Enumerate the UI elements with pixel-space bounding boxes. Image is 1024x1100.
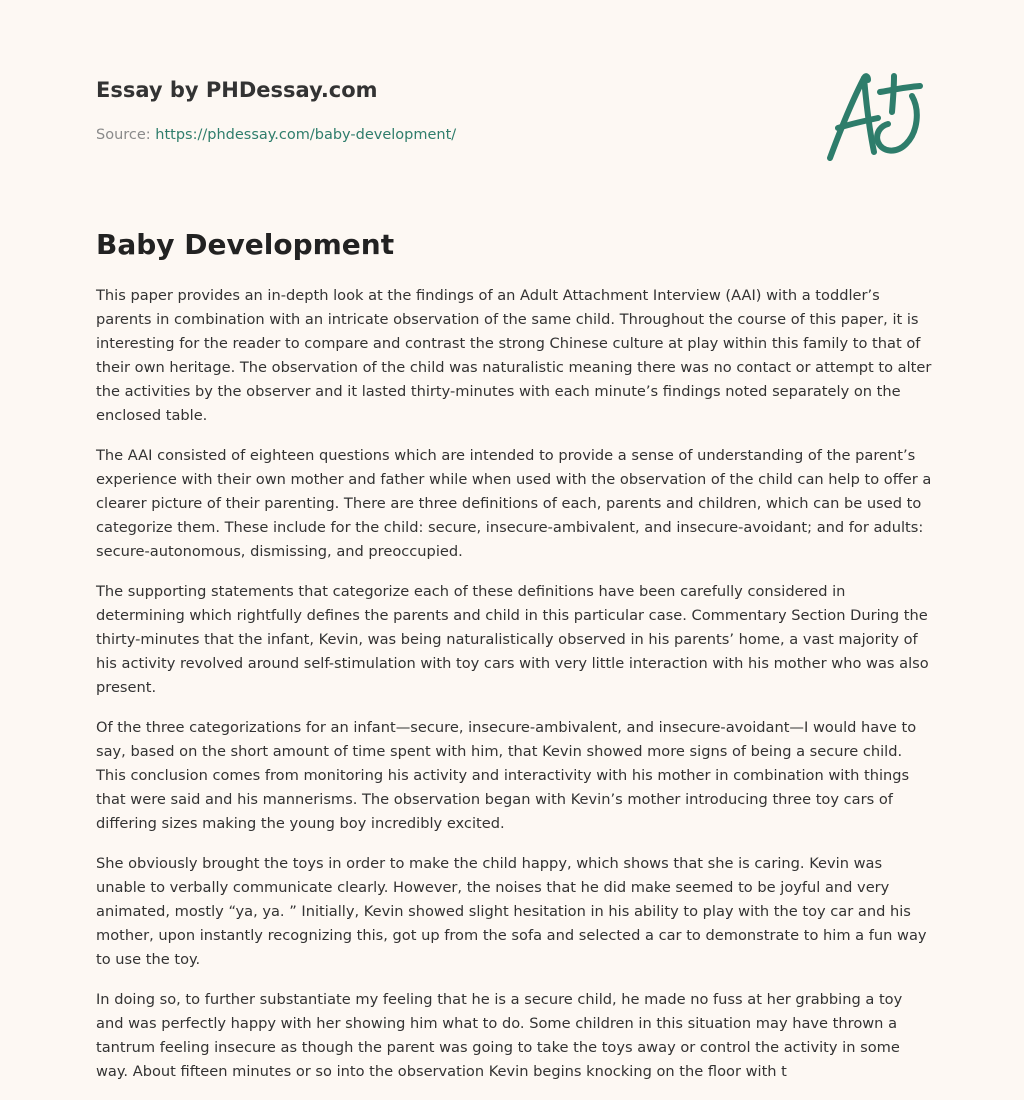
- essay-body: [96, 284, 932, 1100]
- essay-paragraph: This paper provides an in-depth look at the findings of an Adult Attachment Interview (AAI) with a toddler’s parents in combination with an intricate observation of the same child. Throughout the course of this paper, it is interesting for the reader to compare and contrast the strong Chinese culture at play within this family to that of their own heritage. The observation of the child was naturalistic meaning there was no contact or attempt to alter the activities by the observer and it lasted thirty-minutes with each minute’s findings noted separately on the enclosed table.: [96, 287, 932, 424]
- essay-paragraph: In doing so, to further substantiate my feeling that he is a secure child, he made no fuss at her grabbing a toy and was perfectly happy with her showing him what to do. Some children in this situation may have thrown a tantrum feeling insecure as though the parent was going to take the toys away or control the activity in some way. About fifteen minutes or so into the observation Kevin begins knocking on the floor with t: [96, 991, 903, 1080]
- site-title: Essay by PHDessay.com: [96, 78, 378, 102]
- page-header: [96, 76, 796, 145]
- essay-paragraph: Of the three categorizations for an infant—secure, insecure-ambivalent, and insecure-avoidant—I would have to say, based on the short amount of time spent with him, that Kevin showed more signs of being a secure child. This conclusion comes from monitoring his activity and interactivity with his mother in combination with things that were said and his mannerisms. The observation began with Kevin’s mother introducing three toy cars of differing sizes making the young boy incredibly excited.: [96, 719, 917, 832]
- source-link[interactable]: https://phdessay.com/baby-development/: [155, 127, 457, 143]
- essay-paragraph: She obviously brought the toys in order to make the child happy, which shows that she is caring. Kevin was unable to verbally communicate clearly. However, the noises that he did make seemed to be joyful and very animated, mostly “ya, ya. ” Initially, Kevin showed slight hesitation in his ability to play with the toy car and his mother, upon instantly recognizing this, got up from the sofa and selected a car to demonstrate to him a fun way to use the toy.: [96, 855, 927, 968]
- a-plus-icon: [820, 66, 930, 166]
- source-label: Source:: [96, 127, 151, 143]
- source-line: [96, 125, 796, 145]
- essay-paragraph: The AAI consisted of eighteen questions which are intended to provide a sense of understanding of the parent’s experience with their own mother and father while when used with the observation of the child can help to offer a clearer picture of their parenting. There are three definitions of each, parents and children, which can be used to categorize them. These include for the child: secure, insecure-ambivalent, and insecure-avoidant; and for adults: secure-autonomous, dismissing, and preoccupied.: [96, 447, 932, 560]
- essay-paragraph: The supporting statements that categorize each of these definitions have been carefully considered in determining which rightfully defines the parents and child in this particular case. Commentary Section During the thirty-minutes that the infant, Kevin, was being naturalistically observed in his parents’ home, a vast majority of his activity revolved around self-stimulation with toy cars with very little interaction with his mother who was also present.: [96, 583, 929, 696]
- essay-title: Baby Development: [96, 228, 395, 261]
